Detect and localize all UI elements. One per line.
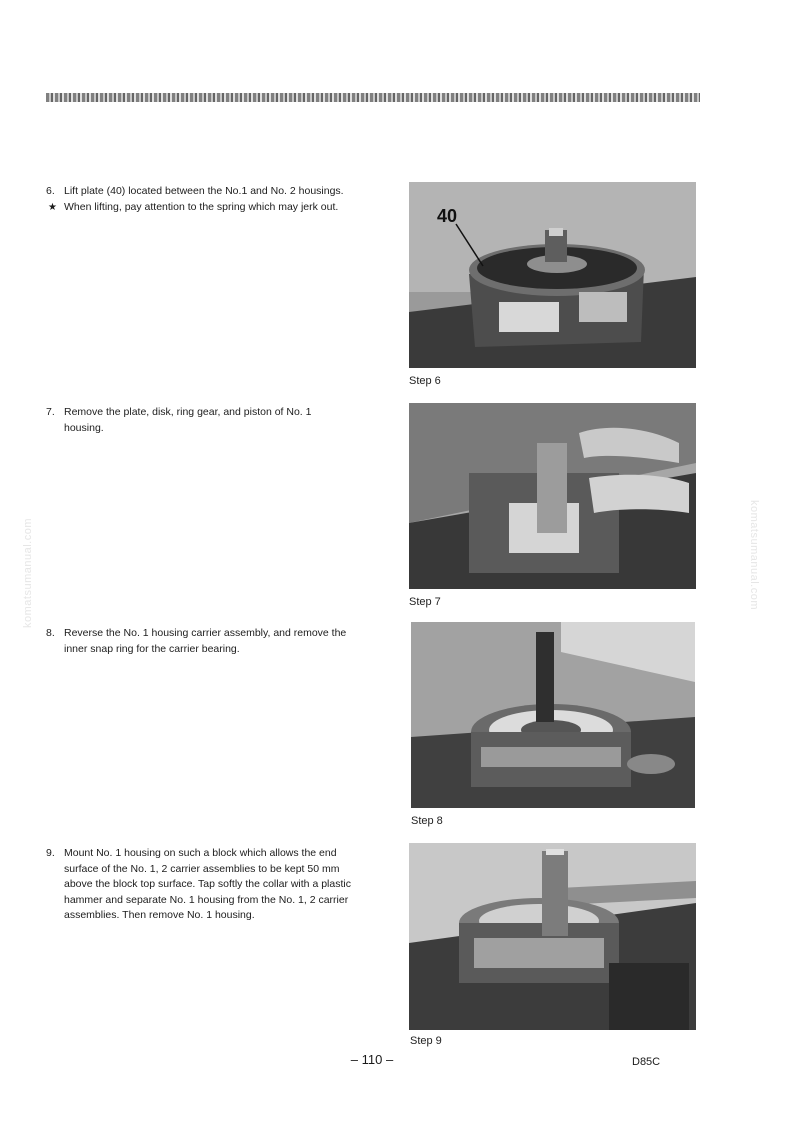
- step-6-instruction: 6. Lift plate (40) located between the No.1 and No. 2 housings.: [46, 184, 352, 200]
- step-7-caption: Step 7: [409, 596, 441, 608]
- step-9-number: 9.: [46, 847, 55, 859]
- step-7-number: 7.: [46, 406, 55, 418]
- callout-40-label: 40: [437, 206, 458, 226]
- step-9-photo: [409, 843, 696, 1030]
- step-8-number: 8.: [46, 627, 55, 639]
- step-7-instruction: 7. Remove the plate, disk, ring gear, and piston of No. 1 housing.: [46, 406, 312, 434]
- step-8-caption: Step 8: [411, 815, 443, 827]
- step-8-text: [46, 626, 352, 657]
- step-8-photo: [411, 622, 695, 808]
- step-9-text: [46, 846, 352, 924]
- page-number: – 110 –: [350, 1052, 394, 1067]
- step-6-photo: [409, 182, 696, 368]
- watermark-right: komatsumanual.com: [748, 500, 760, 610]
- watermark-left: komatsumanual.com: [22, 518, 34, 628]
- step-6-caption: Step 6: [409, 375, 441, 387]
- step-7-photo: [409, 403, 696, 589]
- star-icon: ★: [48, 201, 57, 213]
- step-7-text: [46, 405, 352, 436]
- step-9-caption: Step 9: [410, 1035, 442, 1047]
- step-8-instruction: 8. Reverse the No. 1 housing carrier assembly, and remove the inner snap ring for the carrier bearing.: [46, 627, 347, 655]
- step-6-text: [46, 184, 352, 215]
- model-code: D85C: [632, 1056, 661, 1068]
- step-6-number: 6.: [46, 185, 55, 197]
- step-6-note: ★ When lifting, pay attention to the spring which may jerk out.: [46, 200, 352, 216]
- header-rule: [46, 93, 700, 102]
- step-9-instruction: 9. Mount No. 1 housing on such a block which allows the end surface of the No. 1, 2 carrier assemblies to be kept 50 mm above the block top surface. Tap softly the collar with a plastic hammer and separate No. 1 housing from the No. 1, 2 carrier assemblies. Then remove No. 1 housing.: [46, 847, 351, 921]
